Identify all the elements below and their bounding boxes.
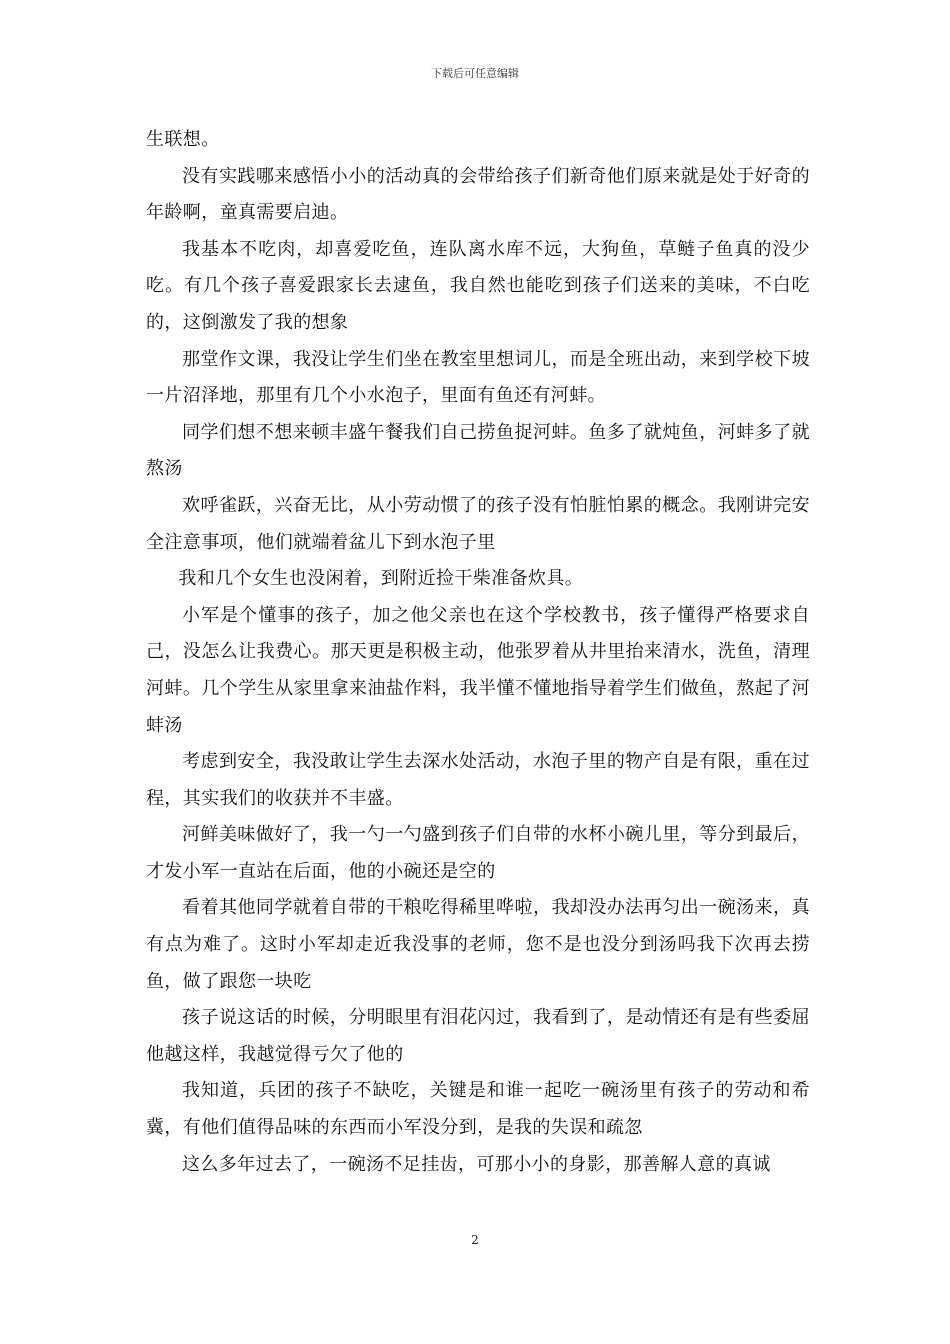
paragraph-10: 河鲜美味做好了，我一勺一勺盛到孩子们自带的水杯小碗儿里，等分到最后，才发小军一直站在后面，他的小碗还是空的 <box>146 824 810 882</box>
paragraph-9: 考虑到安全，我没敢让学生去深水处活动，水泡子里的物产自是有限，重在过程，其实我们的收获并不丰盛。 <box>146 751 810 809</box>
paragraph-1: 生联想。 <box>146 129 220 150</box>
paragraph-6: 欢呼雀跃，兴奋无比，从小劳动惯了的孩子没有怕脏怕累的概念。我刚讲完安全注意事项，他们就端着盆儿下到水泡子里 <box>146 494 810 553</box>
paragraph-11: 看着其他同学就着自带的干粮吃得稀里哗啦，我却没办法再匀出一碗汤来，真有点为难了。这时小军却走近我没事的老师，您不是也没分到汤吗我下次再去捞鱼，做了跟您一块吃 <box>146 897 810 992</box>
paragraph-5: 同学们想不想来顿丰盛午餐我们自己捞鱼捉河蚌。鱼多了就炖鱼，河蚌多了就熬汤 <box>146 421 810 480</box>
paragraph-13: 我知道，兵团的孩子不缺吃，关键是和谁一起吃一碗汤里有孩子的劳动和希冀，有他们值得品味的东西而小军没分到，是我的失误和疏忽 <box>146 1080 810 1139</box>
page-header: 下载后可任意编辑 <box>431 67 519 80</box>
paragraph-12: 孩子说这话的时候，分明眼里有泪花闪过，我看到了，是动情还有是有些委屈他越这样，我越觉得亏欠了他的 <box>146 1007 810 1065</box>
page-number: 2 <box>471 1233 479 1247</box>
document-body <box>146 122 810 1183</box>
paragraph-8: 小军是个懂事的孩子，加之他父亲也在这个学校教书，孩子懂得严格要求自己，没怎么让我费心。那天更是积极主动，他张罗着从井里抬来清水，洗鱼，清理河蚌。几个学生从家里拿来油盐作料，我半懂不懂地指导着学生们做鱼，熬起了河蚌汤 <box>146 604 810 736</box>
paragraph-3: 我基本不吃肉，却喜爱吃鱼，连队离水库不远，大狗鱼，草鲢子鱼真的没少吃。有几个孩子喜爱跟家长去逮鱼，我自然也能吃到孩子们送来的美味，不白吃的，这倒激发了我的想象 <box>146 238 810 333</box>
paragraph-14: 这么多年过去了，一碗汤不足挂齿，可那小小的身影，那善解人意的真诚 <box>182 1153 771 1175</box>
paragraph-4: 那堂作文课，我没让学生们坐在教室里想词儿，而是全班出动，来到学校下坡一片沼泽地，那里有几个小水泡子，里面有鱼还有河蚌。 <box>146 348 810 407</box>
paragraph-7: 我和几个女生也没闲着，到附近捡干柴准备炊具。 <box>178 568 584 590</box>
paragraph-2: 没有实践哪来感悟小小的活动真的会带给孩子们新奇他们原来就是处于好奇的年龄啊，童真需要启迪。 <box>146 165 810 224</box>
